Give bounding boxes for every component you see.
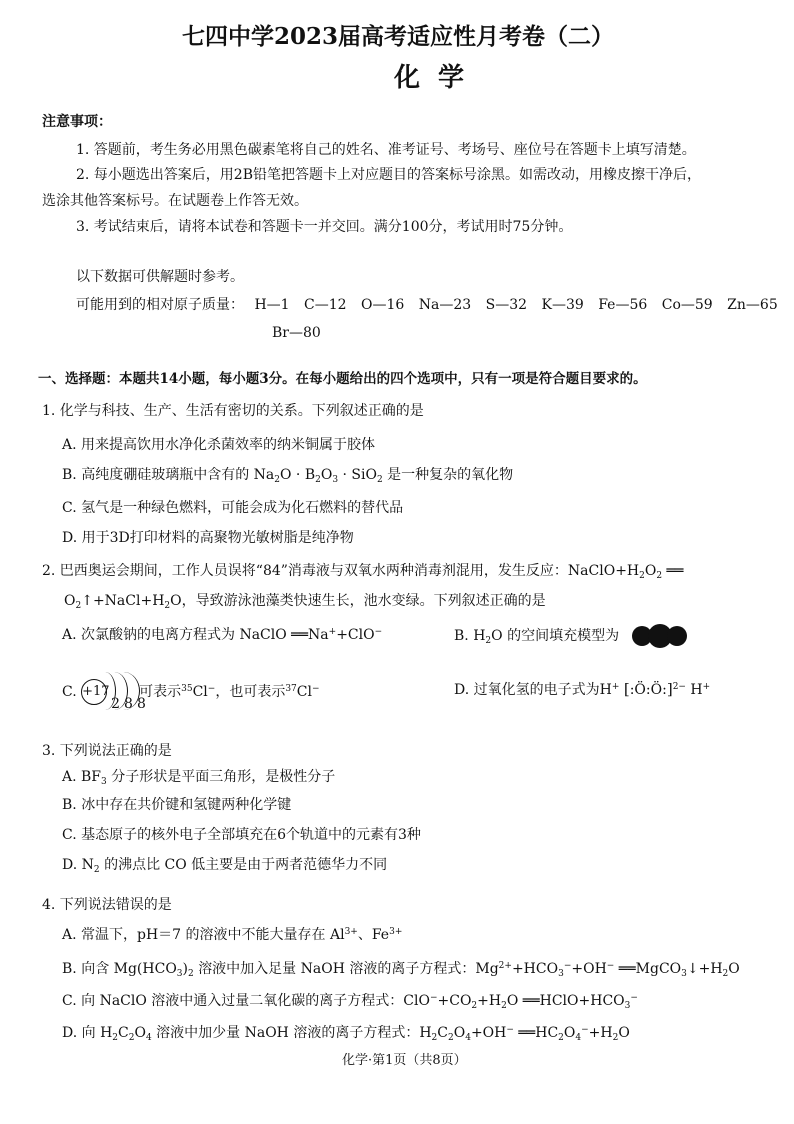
section-1-heading: 一、选择题：本题共14小题，每小题3分。在每小题给出的四个选项中，只有一项是符合题目要求的。 [38,371,647,387]
q4-stem: 4. 下列说法错误的是 [42,897,172,913]
q2-option-b: B. $H_2O$ 的空间填充模型为 [454,624,687,648]
notice-item-3: 3. 考试结束后，请将本试卷和答题卡一并交回。满分100分，考试用时75分钟。 [76,219,573,235]
notice-heading: 注意事项： [42,114,112,130]
mass-h: H—1 [254,297,290,313]
subject-title: 化学 [394,63,483,93]
mass-k: K—39 [541,297,584,313]
q4-option-d: D. 向 $H_2C_2O_4$ 溶液中加少量 NaOH 溶液的离子方程式：$H_2C_2O_4+OH^-$ $══HC_2O_4^-+H_2O$ [62,1025,630,1043]
mass-na: Na—23 [418,297,472,313]
mass-br: Br—80 [272,325,321,341]
mass-s: S—32 [485,297,528,313]
q2-stem-line2: $O_2↑+NaCl+H_2O$，导致游泳池藻类快速生长，池水变绿。下列叙述正确的是 [64,593,546,611]
mass-o: O—16 [361,297,405,313]
q4-option-b: B. 向含 $Mg(HCO_3)_2$ 溶液中加入足量 NaOH 溶液的离子方程式：$Mg^{2+}+HCO_3^-+OH^-$ $══MgCO_3↓+H_2O$ [62,961,740,979]
water-model-icon [632,624,687,648]
q1-option-a: A. 用来提高饮用水净化杀菌效率的纳米铜属于胶体 [62,437,376,453]
q2-option-a: A. 次氯酸钠的电离方程式为 NaClO ══Na++ClO− [62,627,383,643]
q3-stem: 3. 下列说法正确的是 [42,743,172,759]
mass-zn: Zn—65 [727,297,778,313]
q3-option-c: C. 基态原子的核外电子全部填充在6个轨道中的元素有3种 [62,827,421,843]
chlorine-atom-diagram [81,670,150,714]
q4-option-c: C. 向 NaClO 溶液中通入过量二氧化碳的离子方程式：$ClO^-+CO_2+H_2O$ $══HClO+HCO_3^-$ [62,993,638,1011]
reference-intro: 以下数据可供解题时参考。 [76,269,244,285]
q4-option-a: A. 常温下，pH＝7 的溶液中不能大量存在 $Al^{3+}$、$Fe^{3+}$ [62,927,403,943]
q2-option-c: C. +17 288 可表示$^{35}$Cl−，也可表示$^{37}$Cl− [62,670,320,714]
mass-c: C—12 [304,297,347,313]
q1-option-d: D. 用于3D打印材料的高聚物光敏树脂是纯净物 [62,530,354,546]
q2-option-d: D. 过氧化氢的电子式为H+ [:Ö:Ö:]$^{2-}$ H+ [454,680,711,698]
atomic-mass-list [76,296,778,314]
page-footer: 化学·第1页（共8页） [342,1053,467,1068]
mass-co: Co—59 [661,297,713,313]
q3-option-b: B. 冰中存在共价键和氢键两种化学键 [62,797,292,813]
notice-item-2-cont: 选涂其他答案标号。在试题卷上作答无效。 [42,193,308,209]
q2-stem-line1: 2. 巴西奥运会期间，工作人员误将“84”消毒液与双氧水两种消毒剂混用，发生反应：$NaClO+H_2O_2$ ══ [42,563,684,581]
notice-item-1: 1. 答题前，考生务必用黑色碳素笔将自己的姓名、准考证号、考场号、座位号在答题卡上填写清楚。 [76,142,696,158]
notice-item-2: 2. 每小题选出答案后，用2B铅笔把答题卡上对应题目的答案标号涂黑。如需改动，用橡皮擦干净后， [76,167,702,183]
electron-shells: 288 [111,696,150,712]
mass-fe: Fe—56 [598,297,648,313]
nucleus: +17 [81,679,107,705]
atomic-mass-label: 可能用到的相对原子质量： [76,297,244,313]
q1-option-c: C. 氢气是一种绿色燃料，可能会成为化石燃料的替代品 [62,500,404,516]
q3-option-a: A. $BF_3$ 分子形状是平面三角形，是极性分子 [62,769,336,787]
q1-option-b: B. 高纯度硼硅玻璃瓶中含有的 $Na_2O \cdot B_2O_3 \cdot SiO_2$ 是一种复杂的氧化物 [62,467,514,485]
q3-option-d: D. $N_2$ 的沸点比 CO 低主要是由于两者范德华力不同 [62,857,388,875]
exam-title: 七四中学2023届高考适应性月考卷（二） [182,23,615,50]
q1-stem: 1. 化学与科技、生产、生活有密切的关系。下列叙述正确的是 [42,403,424,419]
